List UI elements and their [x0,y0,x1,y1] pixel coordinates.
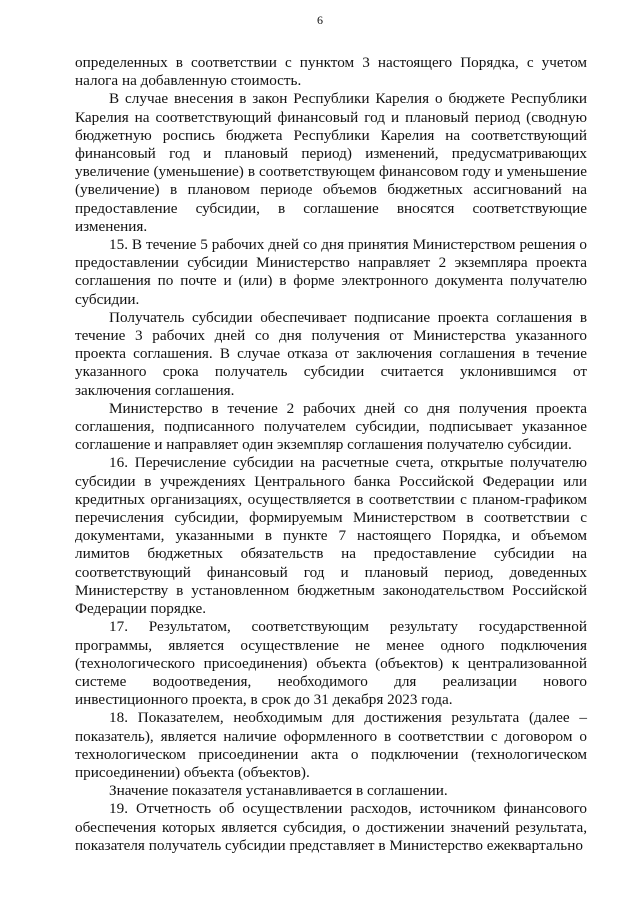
paragraph-19: 19. Отчетность об осуществлении расходов, источником финансового обеспечения которых является субсидия, о достижении значений результата, показателя получатель субсидии представляет в Министерство ежеквартально [75,800,587,854]
paragraph-17: 17. Результатом, соответствующим результату государственной программы, является осуществление не менее одного подключения (технологического присоединения) объекта (объектов) к централизованной системе водоотведения, необходимого для реализации нового инвестиционного проекта, в срок до 31 декабря 2023 года. [75,618,587,709]
paragraph-ministry-signing: Министерство в течение 2 рабочих дней со дня получения проекта соглашения, подписанного получателем субсидии, подписывает указанное соглашение и направляет один экземпляр соглашения получателю субсидии. [75,399,587,454]
document-body [75,54,587,855]
paragraph-recipient-signing: Получатель субсидии обеспечивает подписание проекта соглашения в течение 3 рабочих дней со дня получения от Министерства указанного проекта соглашения. В случае отказа от заключения соглашения в течение указанного срока получатель субсидии считается уклонившимся от заключения соглашения. [75,308,587,399]
paragraph-18: 18. Показателем, необходимым для достижения результата (далее – показатель), является наличие оформленного в соответствии с договором о технологическом присоединении акта о подключении (технологическом присоединении) объекта (объектов). [75,709,587,781]
paragraph-indicator-value: Значение показателя устанавливается в соглашении. [109,782,448,800]
paragraph-budget-changes: В случае внесения в закон Республики Карелия о бюджете Республики Карелия на соответствующий финансовый год и плановый период (сводную бюджетную роспись бюджета Республики Карелия на соответствующий финансовый год и плановый период) изменений, предусматривающих увеличение (уменьшение) в соответствующем финансовом году и уменьшение (увеличение) в плановом периоде объемов бюджетных ассигнований на предоставление субсидии, в соглашение вносятся соответствующие изменения. [75,90,587,235]
page-number: 6 [317,13,323,27]
paragraph-continuation: определенных в соответствии с пунктом 3 настоящего Порядка, с учетом налога на добавленную стоимость. [75,54,587,90]
paragraph-16: 16. Перечисление субсидии на расчетные счета, открытые получателю субсидии в учреждениях Центрального банка Российской Федерации или кредитных организациях, осуществляется в соответствии с планом-графиком перечисления субсидии, формируемым Министерством в соответствии с документами, указанными в пункте 7 настоящего Порядка, и объемом лимитов бюджетных обязательств на предоставление субсидии на соответствующий финансовый год и плановый период, доведенных Министерству в установленном бюджетным законодательством Российской Федерации порядке. [75,454,587,618]
paragraph-15: 15. В течение 5 рабочих дней со дня принятия Министерством решения о предоставлении субсидии Министерство направляет 2 экземпляра проекта соглашения по почте и (или) в форме электронного документа получателю субсидии. [75,236,587,308]
